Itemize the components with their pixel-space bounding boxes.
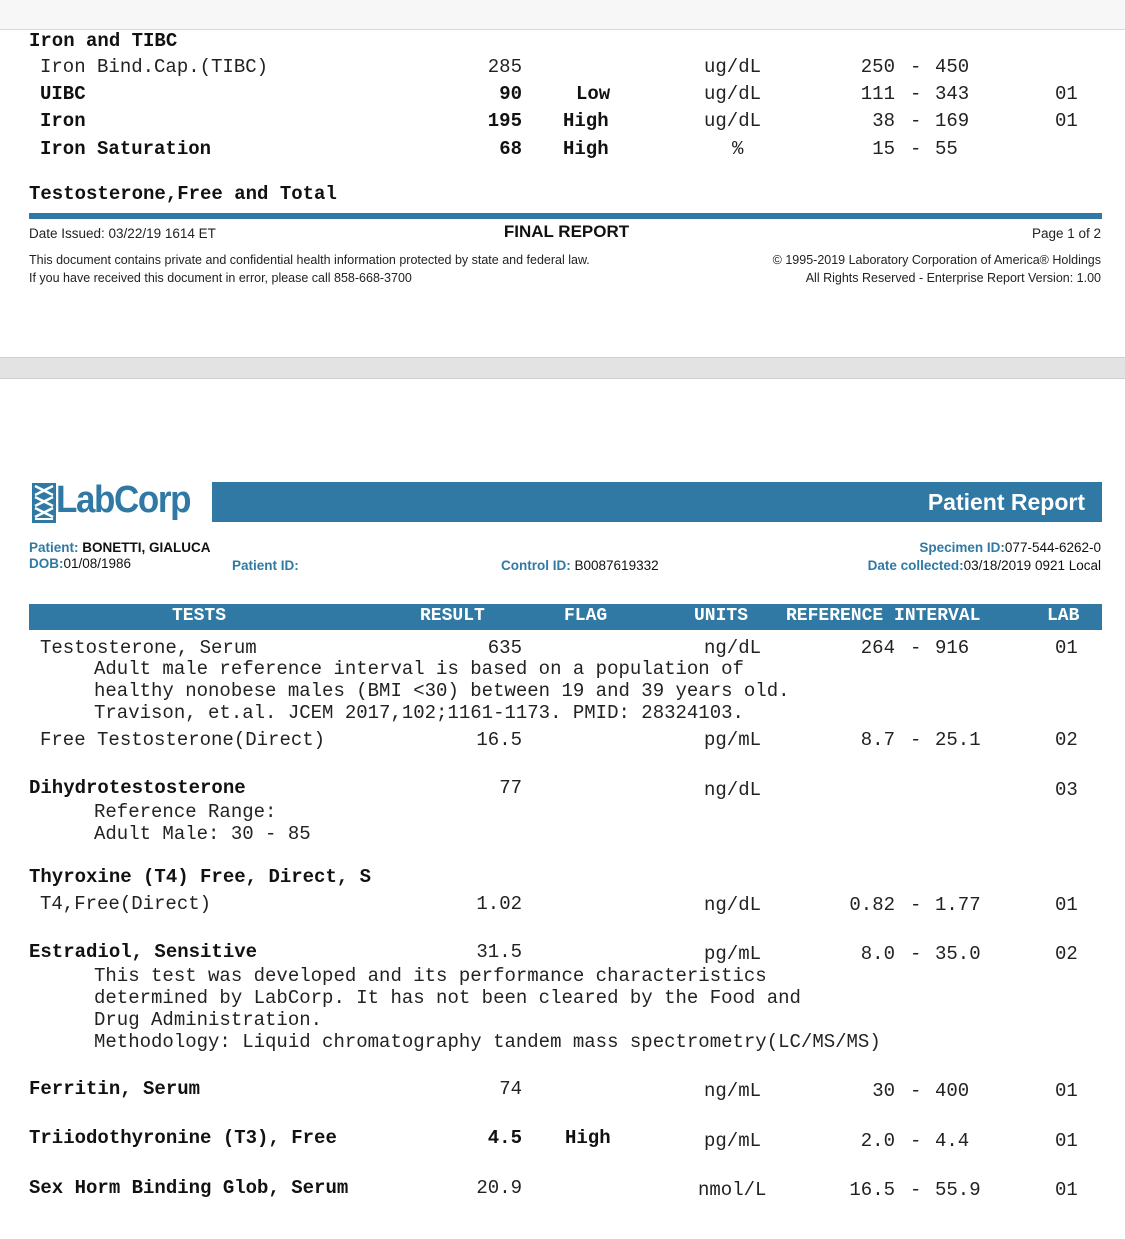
result-value: 31.5: [476, 941, 522, 963]
ref-dash: -: [910, 1130, 922, 1152]
section-title-iron-tibc: Iron and TIBC: [29, 30, 178, 52]
testosterone-note-line: healthy nonobese males (BMI <30) between 19 and 39 years old.: [94, 680, 790, 702]
estradiol-note-line: Methodology: Liquid chromatography tandem mass spectrometry(LC/MS/MS): [94, 1031, 881, 1053]
specimen-id-value: 077-544-6262-0: [1004, 540, 1101, 555]
testosterone-note-line: Travison, et.al. JCEM 2017,102;1161-1173. PMID: 28324103.: [94, 702, 744, 724]
specimen-id-label: Specimen ID:: [919, 540, 1005, 555]
date-collected-value: 03/18/2019 0921 Local: [963, 558, 1101, 573]
result-value: 74: [499, 1078, 522, 1100]
test-name: Triiodothyronine (T3), Free: [29, 1127, 337, 1149]
estradiol-note-line: This test was developed and its performance characteristics: [94, 965, 767, 987]
copyright-line2: All Rights Reserved - Enterprise Report Version: 1.00: [805, 271, 1101, 285]
result-value: 77: [499, 777, 522, 799]
ref-low: 2.0: [860, 1130, 895, 1152]
labcorp-logo-text: LabCorp: [56, 479, 191, 521]
copyright-line1: © 1995-2019 Laboratory Corporation of America® Holdings: [772, 253, 1101, 267]
patient-id-label: Patient ID:: [232, 558, 299, 573]
header-reference-interval: REFERENCE INTERVAL: [786, 606, 981, 626]
header-lab: LAB: [1047, 606, 1080, 626]
header-units: UNITS: [694, 606, 749, 626]
confidential-notice-line1: This document contains private and confidential health information protected by state and federal law.: [29, 253, 590, 267]
specimen-id-field: [700, 540, 1101, 555]
patient-report-title: Patient Report: [927, 489, 1085, 515]
results-table-header: [29, 604, 1102, 628]
previous-page-top-edge: [0, 0, 1125, 30]
lab-code: 01: [1055, 83, 1078, 105]
test-name: Dihydrotestosterone: [29, 777, 246, 799]
units: ug/dL: [704, 83, 762, 105]
test-name: Ferritin, Serum: [29, 1078, 201, 1100]
final-report-label: FINAL REPORT: [503, 222, 630, 241]
ref-dash: -: [910, 110, 922, 132]
footer-divider: [29, 213, 1102, 219]
test-name: Free Testosterone(Direct): [40, 729, 326, 751]
lab-code: 01: [1055, 1080, 1078, 1102]
patient-label: Patient:: [29, 540, 79, 555]
units: ng/mL: [704, 1080, 762, 1102]
result-value: 285: [487, 56, 522, 78]
ref-dash: -: [910, 729, 922, 751]
ref-low: 8.7: [860, 729, 895, 751]
units: %: [732, 138, 744, 160]
ref-dash: -: [910, 637, 922, 659]
units: ng/dL: [704, 894, 762, 916]
confidential-notice-line2: If you have received this document in error, please call 858-668-3700: [29, 271, 412, 285]
labcorp-logo-icon: [32, 483, 56, 523]
ref-dash: -: [910, 83, 922, 105]
control-id-field: [501, 558, 659, 573]
ref-high: 400: [935, 1080, 970, 1102]
units: pg/mL: [704, 943, 762, 965]
ref-high: 169: [935, 110, 970, 132]
lab-code: 01: [1055, 1179, 1078, 1201]
ref-high: 55: [935, 138, 958, 160]
dob-value: 01/08/1986: [63, 556, 132, 571]
ref-dash: -: [910, 1179, 922, 1201]
test-name: Iron Saturation: [40, 138, 212, 160]
lab-code: 01: [1055, 637, 1078, 659]
dob-field: [29, 556, 131, 571]
result-value: 195: [487, 110, 522, 132]
test-name: Iron Bind.Cap.(TIBC): [40, 56, 269, 78]
testosterone-note-line: Adult male reference interval is based on a population of: [94, 658, 744, 680]
header-flag: FLAG: [564, 606, 608, 626]
lab-code: 01: [1055, 894, 1078, 916]
units: ng/dL: [704, 779, 762, 801]
ref-high: 450: [935, 56, 970, 78]
patient-report-banner: [212, 482, 1102, 522]
flag: High: [565, 1127, 611, 1149]
ref-high: 35.0: [935, 943, 981, 965]
ref-low: 30: [872, 1080, 895, 1102]
date-collected-label: Date collected:: [867, 558, 964, 573]
ref-low: 8.0: [860, 943, 895, 965]
units: ng/dL: [704, 637, 762, 659]
result-value: 20.9: [476, 1177, 522, 1199]
labcorp-logo: [30, 479, 191, 524]
page-number: Page 1 of 2: [1031, 226, 1101, 241]
estradiol-note-line: determined by LabCorp. It has not been cleared by the Food and: [94, 987, 801, 1009]
result-value: 1.02: [476, 893, 522, 915]
ref-dash: -: [910, 894, 922, 916]
test-name: UIBC: [40, 83, 86, 105]
test-name: Iron: [40, 110, 86, 132]
units: pg/mL: [704, 1130, 762, 1152]
units: ug/dL: [704, 56, 762, 78]
estradiol-note-line: Drug Administration.: [94, 1009, 323, 1031]
lab-code: 01: [1055, 1130, 1078, 1152]
dob-label: DOB:: [29, 556, 64, 571]
ref-dash: -: [910, 56, 922, 78]
page-separator: [0, 357, 1125, 379]
ref-low: 264: [860, 637, 895, 659]
result-value: 635: [487, 637, 522, 659]
ref-low: 250: [860, 56, 895, 78]
ref-low: 15: [872, 138, 895, 160]
section-title-testosterone: Testosterone,Free and Total: [29, 183, 337, 205]
ref-high: 25.1: [935, 729, 981, 751]
result-value: 68: [499, 138, 522, 160]
ref-dash: -: [910, 1080, 922, 1102]
units: ug/dL: [704, 110, 762, 132]
dht-note-line: Reference Range:: [94, 801, 277, 823]
patient-name: BONETTI, GIALUCA: [82, 540, 211, 555]
header-result: RESULT: [420, 606, 485, 626]
ref-high: 916: [935, 637, 970, 659]
ref-high: 55.9: [935, 1179, 981, 1201]
units: pg/mL: [704, 729, 762, 751]
units: nmol/L: [698, 1179, 767, 1201]
ref-low: 38: [872, 110, 895, 132]
result-value: 90: [499, 83, 522, 105]
flag: High: [563, 110, 609, 132]
ref-dash: -: [910, 943, 922, 965]
test-name: Sex Horm Binding Glob, Serum: [29, 1177, 349, 1199]
lab-code: 02: [1055, 729, 1078, 751]
ref-low: 16.5: [849, 1179, 895, 1201]
test-name: Testosterone, Serum: [40, 637, 257, 659]
dht-note-line: Adult Male: 30 - 85: [94, 823, 311, 845]
lab-code: 01: [1055, 110, 1078, 132]
header-underline: [29, 628, 1102, 630]
control-id-label: Control ID:: [501, 558, 571, 573]
result-value: 16.5: [476, 729, 522, 751]
test-name: Estradiol, Sensitive: [29, 941, 258, 963]
date-issued: Date Issued: 03/22/19 1614 ET: [29, 226, 216, 241]
flag: High: [563, 138, 609, 160]
result-value: 4.5: [487, 1127, 522, 1149]
ref-low: 111: [860, 83, 895, 105]
header-tests: TESTS: [172, 606, 227, 626]
ref-high: 1.77: [935, 894, 981, 916]
ref-high: 4.4: [935, 1130, 970, 1152]
control-id-value: B0087619332: [574, 558, 659, 573]
test-name: T4,Free(Direct): [40, 893, 212, 915]
flag: Low: [576, 83, 611, 105]
ref-low: 0.82: [849, 894, 895, 916]
lab-code: 02: [1055, 943, 1078, 965]
lab-code: 03: [1055, 779, 1078, 801]
ref-dash: -: [910, 138, 922, 160]
patient-name-field: [29, 540, 211, 555]
ref-high: 343: [935, 83, 970, 105]
date-collected-field: [700, 558, 1101, 573]
section-title-t4: Thyroxine (T4) Free, Direct, S: [29, 866, 372, 888]
